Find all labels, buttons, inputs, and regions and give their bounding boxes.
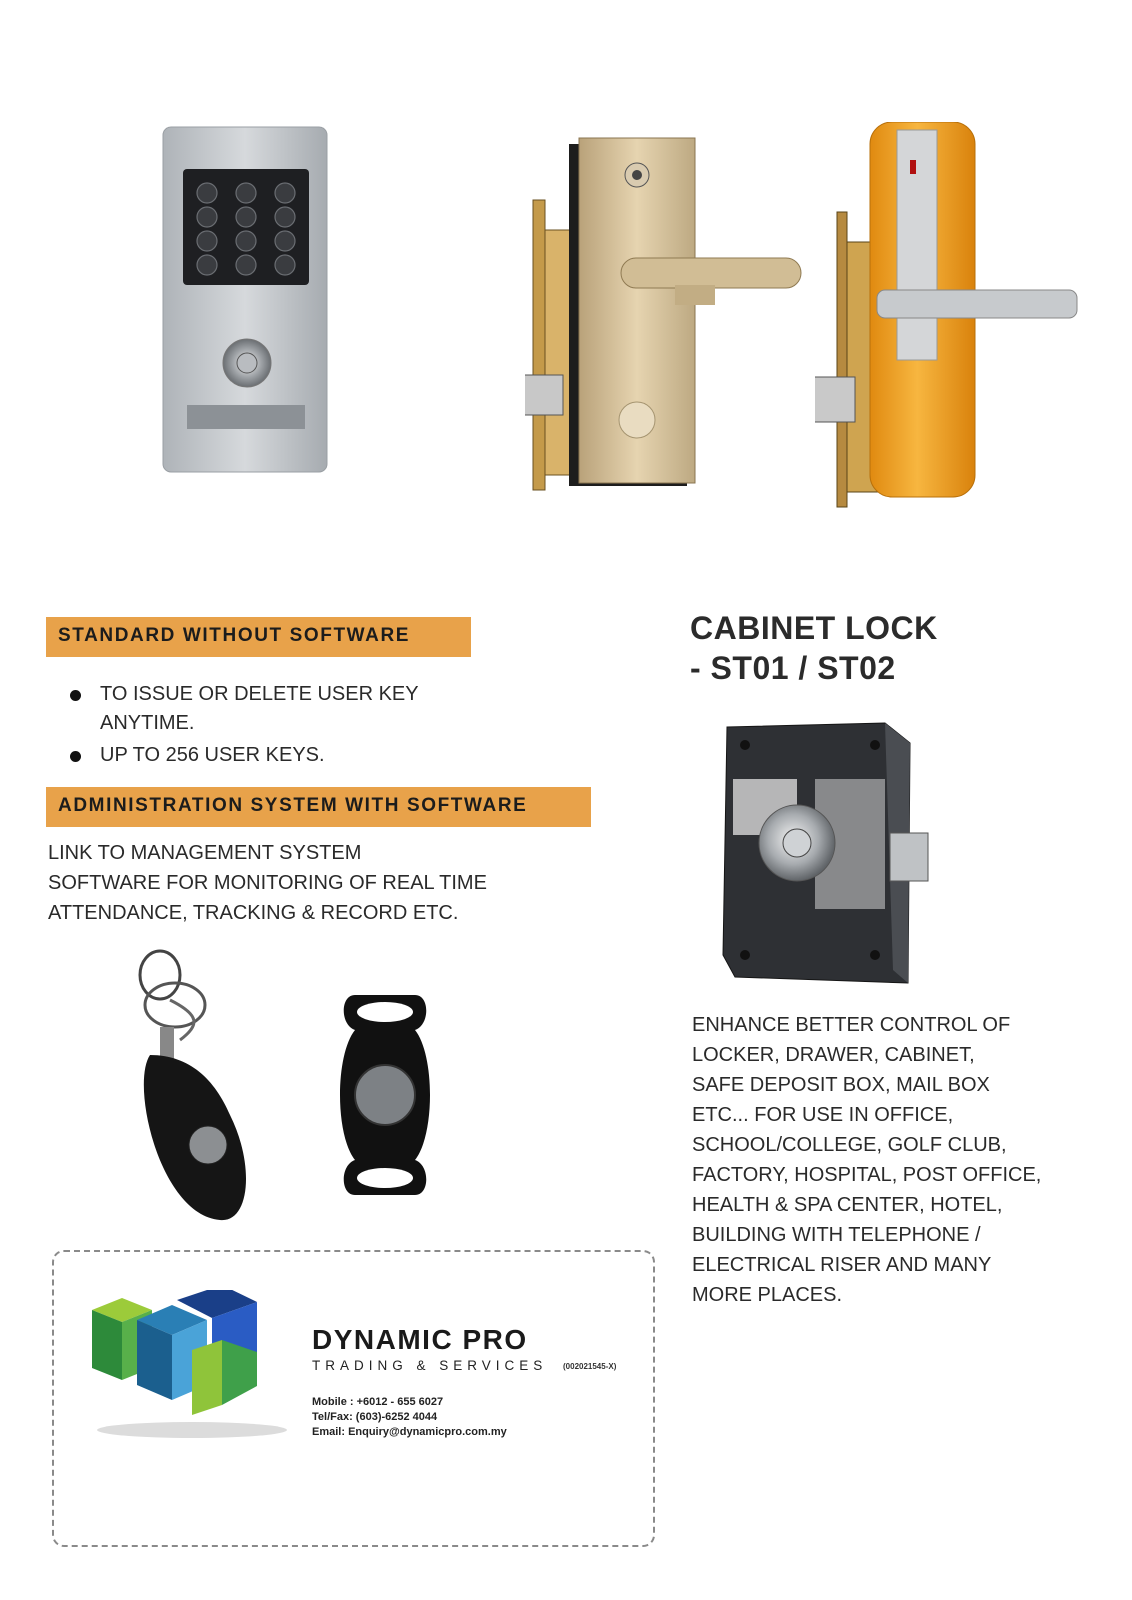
company-telfax: Tel/Fax: (603)-6252 4044 bbox=[312, 1411, 438, 1423]
company-reg-no: (002021545-X) bbox=[563, 1362, 617, 1371]
cabinet-lock-title bbox=[690, 608, 938, 688]
cabinet-title-line: CABINET LOCK bbox=[690, 610, 938, 646]
bullet-dot-icon bbox=[70, 690, 81, 701]
cabinet-desc-line: ETC... FOR USE IN OFFICE, bbox=[692, 1104, 954, 1126]
bullet-item bbox=[70, 741, 490, 770]
cabinet-lock-image bbox=[715, 715, 930, 1005]
key-fob-oval-image bbox=[120, 945, 270, 1225]
cabinet-title-line: - ST01 / ST02 bbox=[690, 650, 896, 686]
cabinet-desc-line: BUILDING WITH TELEPHONE / bbox=[692, 1224, 981, 1246]
key-tag-image bbox=[335, 985, 435, 1205]
mortise-lock-gold-image bbox=[525, 130, 820, 505]
cabinet-desc-line: HEALTH & SPA CENTER, HOTEL, bbox=[692, 1194, 1003, 1216]
company-name: DYNAMIC PRO bbox=[312, 1324, 528, 1355]
cabinet-desc-line: SCHOOL/COLLEGE, GOLF CLUB, bbox=[692, 1134, 1007, 1156]
cabinet-desc-line: SAFE DEPOSIT BOX, MAIL BOX bbox=[692, 1074, 990, 1096]
bullet-dot-icon bbox=[70, 751, 81, 762]
bullet-item bbox=[70, 680, 490, 738]
admin-description bbox=[48, 838, 568, 928]
cabinet-desc-line: LOCKER, DRAWER, CABINET, bbox=[692, 1044, 975, 1066]
cabinet-desc-line: ENHANCE BETTER CONTROL OF bbox=[692, 1014, 1011, 1036]
company-email: Email: Enquiry@dynamicpro.com.my bbox=[312, 1426, 507, 1438]
card-lock-orange-image bbox=[815, 122, 1085, 517]
admin-line: ATTENDANCE, TRACKING & RECORD ETC. bbox=[48, 902, 459, 924]
dynamic-pro-logo bbox=[82, 1290, 297, 1440]
bullet-text: UP TO 256 USER KEYS. bbox=[100, 744, 325, 766]
admin-heading: ADMINISTRATION SYSTEM WITH SOFTWARE bbox=[46, 787, 591, 827]
cabinet-desc-line: FACTORY, HOSPITAL, POST OFFICE, bbox=[692, 1164, 1042, 1186]
cabinet-desc-line: ELECTRICAL RISER AND MANY bbox=[692, 1254, 992, 1276]
company-mobile: Mobile : +6012 - 655 6027 bbox=[312, 1396, 444, 1408]
company-tagline: TRADING & SERVICES bbox=[312, 1358, 548, 1373]
cabinet-description bbox=[692, 1010, 1092, 1310]
bullet-text: TO ISSUE OR DELETE USER KEY ANYTIME. bbox=[100, 683, 419, 734]
keypad-lock-image bbox=[155, 125, 335, 480]
standard-heading: STANDARD WITHOUT SOFTWARE bbox=[46, 617, 471, 657]
cabinet-desc-line: MORE PLACES. bbox=[692, 1284, 843, 1306]
admin-line: LINK TO MANAGEMENT SYSTEM bbox=[48, 842, 362, 864]
standard-bullet-list bbox=[70, 680, 490, 773]
admin-line: SOFTWARE FOR MONITORING OF REAL TIME bbox=[48, 872, 487, 894]
